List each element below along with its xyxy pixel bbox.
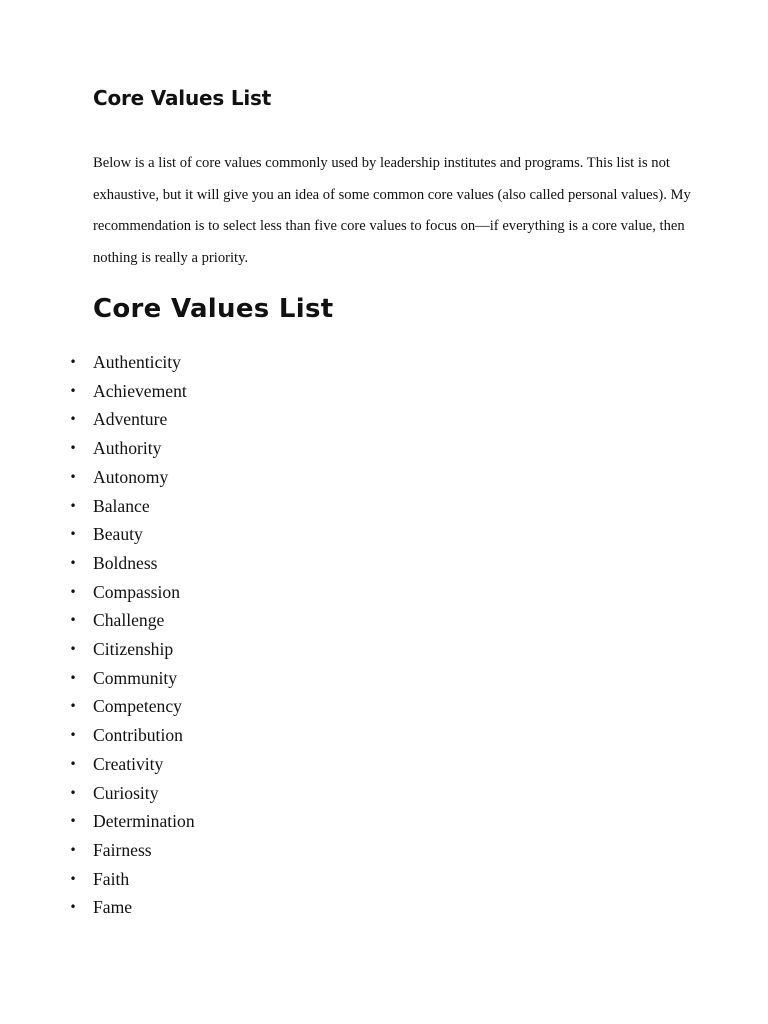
bullet-icon: • [69,814,77,829]
bullet-icon: • [69,785,77,800]
bullet-icon: • [69,469,77,484]
bullet-icon: • [69,728,77,743]
section-heading: Core Values List [93,294,334,324]
list-item-label: Community [93,667,178,688]
list-item [69,606,195,635]
bullet-icon: • [69,842,77,857]
list-item-label: Autonomy [93,466,169,487]
document-title: Core Values List [93,86,272,110]
list-item [69,750,195,779]
list-item [69,377,195,406]
list-item [69,635,195,664]
list-item-label: Boldness [93,552,158,573]
bullet-icon: • [69,412,77,427]
bullet-icon: • [69,383,77,398]
bullet-icon: • [69,355,77,369]
list-item-label: Authority [93,438,162,459]
list-item [69,348,195,377]
bullet-icon: • [69,871,77,886]
list-item-label: Achievement [93,380,187,401]
list-item [69,836,195,865]
list-item-label: Challenge [93,610,165,631]
list-item [69,578,195,607]
intro-paragraph: Below is a list of core values commonly used by leadership institutes and programs. This list is not exhaustive, but it will give you an idea of some common core values (also called personal values). My recommendation is to select less than five core values to focus on—if everything is a core value, then nothing is really a priority. [93,155,691,267]
bullet-icon: • [69,555,77,570]
list-item [69,434,195,463]
list-item-label: Beauty [93,524,143,545]
bullet-icon: • [69,498,77,513]
list-item-label: Determination [93,811,195,832]
list-item [69,807,195,836]
bullet-icon: • [69,527,77,542]
list-item-label: Faith [93,868,130,889]
list-item [69,779,195,808]
list-item-label: Citizenship [93,639,174,660]
list-item [69,405,195,434]
list-item-label: Curiosity [93,782,159,803]
list-item [69,520,195,549]
list-item-label: Creativity [93,753,164,774]
bullet-icon: • [69,642,77,657]
list-item [69,463,195,492]
list-item-label: Competency [93,696,182,717]
bullet-icon: • [69,584,77,599]
bullet-icon: • [69,613,77,628]
bullet-icon: • [69,441,77,456]
list-item-label: Fairness [93,839,152,860]
list-item-label: Adventure [93,409,168,430]
bullet-icon: • [69,670,77,685]
list-item [69,893,195,922]
list-item-label: Authenticity [93,352,181,372]
list-item [69,492,195,521]
list-item-label: Contribution [93,725,183,746]
list-item-label: Fame [93,897,133,918]
bullet-icon: • [69,900,77,915]
list-item-label: Balance [93,495,150,516]
list-item-label: Compassion [93,581,180,602]
core-values-list [69,348,195,922]
list-item [69,865,195,894]
bullet-icon: • [69,699,77,714]
list-item [69,549,195,578]
list-item [69,664,195,693]
list-item [69,692,195,721]
list-item [69,721,195,750]
bullet-icon: • [69,756,77,771]
